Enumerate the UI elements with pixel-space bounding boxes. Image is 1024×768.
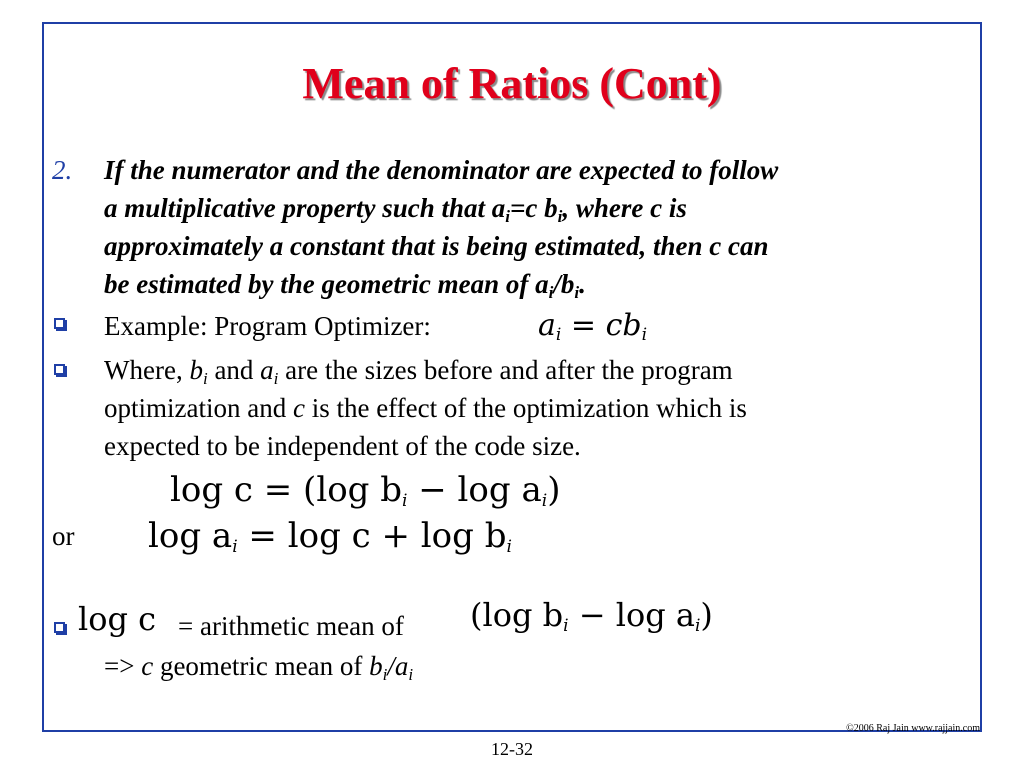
bullet3-lhs: log c	[78, 600, 157, 638]
item2-line2: a multiplicative property such that $a_i=c$ $b_i$, where c is	[104, 193, 687, 226]
slide-title: Mean of Ratios (Cont)	[302, 59, 722, 108]
bullet2-line1: Where, $b_i$ and $a_i$ are the sizes before and after the program	[104, 355, 733, 388]
bullet1-text: Example: Program Optimizer:	[104, 311, 431, 341]
or-label: or	[52, 521, 75, 551]
bullet-icon	[54, 318, 65, 329]
page-number: 12-32	[491, 739, 533, 759]
item-number: 2.	[52, 155, 73, 185]
equation-log-a: $\log a_i = \log c + \log b_i$	[148, 516, 512, 557]
bullet2-line3: expected to be independent of the code size.	[104, 431, 581, 461]
equation-log-c: log c = (log $b_i - \log a_i$)	[170, 470, 561, 511]
bullet1-equation: $a_i = cb_i$	[538, 308, 648, 345]
item2-line3: approximately a constant that is being estimated, then c can	[104, 231, 769, 261]
bullet2-line2: optimization and c is the effect of the optimization which is	[104, 393, 747, 423]
item2-line4: be estimated by the geometric mean of $a_i/b_i$.	[104, 269, 586, 302]
item2-line1: If the numerator and the denominator are expected to follow	[104, 155, 779, 185]
copyright: ©2006 Raj Jain www.rajjain.com	[846, 723, 980, 734]
implies-line: => c geometric mean of $b_i/a_i$	[104, 651, 414, 684]
bullet3-equation: (log $b_i - \log a_i$)	[470, 596, 713, 636]
bullet-icon	[54, 622, 65, 633]
bullet-icon	[54, 364, 65, 375]
bullet3-text: = arithmetic mean of	[178, 611, 404, 641]
